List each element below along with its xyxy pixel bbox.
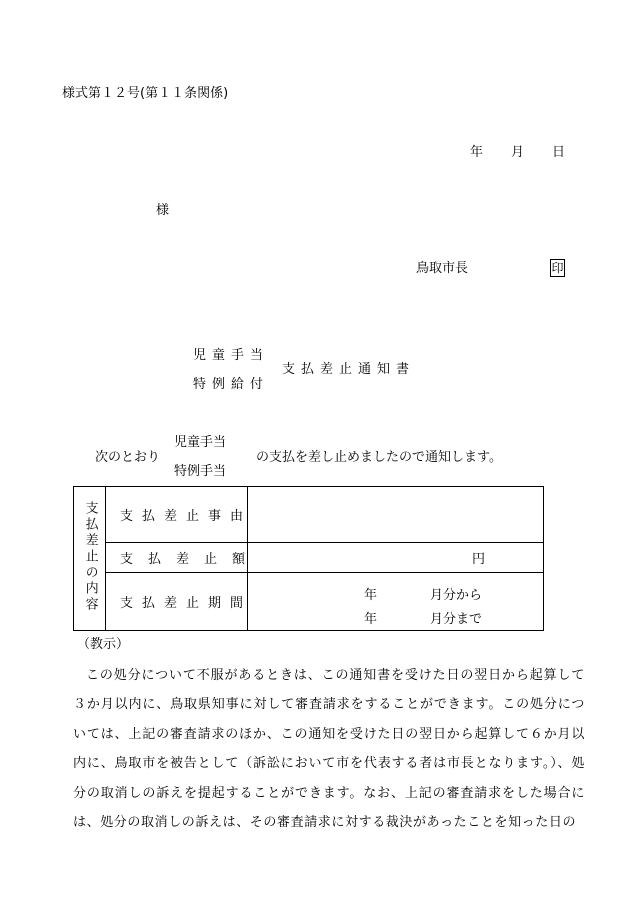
table-row — [74, 487, 544, 543]
suspension-detail-table — [73, 486, 544, 631]
table-row — [74, 543, 544, 573]
document-title: 支払差止通知書 — [282, 362, 416, 377]
instruction-heading: （教示） — [77, 637, 130, 652]
sender-title: 鳥取市長 — [416, 261, 469, 276]
value-suspension-reason — [248, 487, 544, 543]
date-month-label: 月 — [511, 145, 525, 160]
instruction-text: この処分について不服があるときは、この通知書を受けた日の翌日から起算して３か月以内に、鳥取県知事に対して審査請求をすることができます。この処分については、上記の審査請求のほか、この通知を受けた日の翌日から起算して６か月以内に、鳥取市を被告として（訴訟において市を代表する者は市長となります。）、処分の取消しの訴えを提起することができます。なお、上記の審査請求をした場合には、処分の取消しの訴えは、その審査請求に対する裁決があったことを知った日の — [73, 668, 585, 831]
form-number: 様式第１２号(第１１条関係) — [62, 86, 229, 101]
table-vertical-header: 支払差止の内容 — [74, 487, 106, 631]
addressee-suffix: 様 — [156, 203, 170, 218]
value-suspension-period — [248, 573, 544, 631]
period-to-month: 月分まで — [430, 611, 483, 627]
label-suspension-period: 支払差止期間 — [106, 573, 248, 631]
label-suspension-amount: 支払差止額 — [106, 543, 248, 573]
body-option-child-allowance: 児童手当 — [174, 435, 227, 450]
label-suspension-reason: 支払差止事由 — [106, 487, 248, 543]
period-from-year: 年 — [364, 587, 378, 603]
date-day-label: 日 — [552, 145, 566, 160]
period-to-year: 年 — [364, 611, 378, 627]
body-text-suffix: の支払を差し止めましたので通知します。 — [256, 450, 502, 465]
seal-mark: 印 — [551, 261, 564, 275]
period-from — [248, 578, 543, 602]
period-to — [248, 602, 543, 626]
title-option-child-allowance: 児童手当 — [193, 348, 270, 363]
title-option-special-benefit: 特例給付 — [193, 377, 270, 392]
value-suspension-amount: 円 — [248, 543, 544, 573]
date-year-label: 年 — [470, 145, 484, 160]
table-row — [74, 573, 544, 631]
body-text-prefix: 次のとおり — [95, 450, 161, 465]
body-option-special-allowance: 特例手当 — [174, 464, 227, 479]
period-from-month: 月分から — [430, 587, 483, 603]
